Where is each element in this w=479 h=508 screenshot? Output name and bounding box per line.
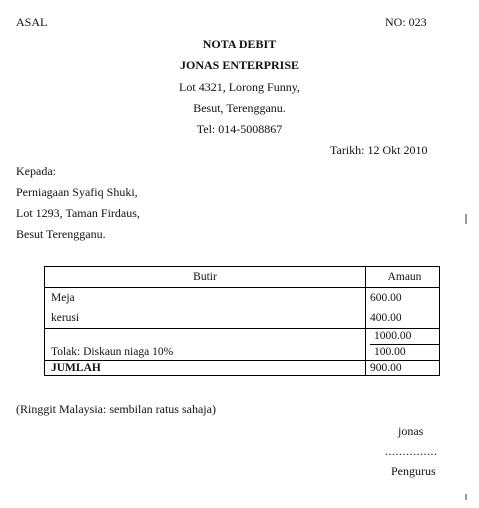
- debit-items-table: [44, 266, 440, 376]
- recipient-address-line1: Lot 1293, Taman Firdaus,: [16, 206, 140, 220]
- company-address-line2: Besut, Terengganu.: [193, 101, 286, 115]
- column-header-description: Butir: [45, 267, 366, 288]
- discount-label: Tolak: Diskaun niaga 10%: [51, 346, 174, 358]
- item-amount: 600.00: [370, 292, 402, 304]
- scan-edge-mark: [465, 494, 467, 500]
- recipient-address-line2: Besut Terengganu.: [16, 227, 106, 241]
- subtotal-amount: 1000.00: [374, 330, 412, 342]
- document-date: Tarikh: 12 Okt 2010: [330, 143, 428, 157]
- table-row: [45, 288, 440, 329]
- document-number: NO: 023: [385, 15, 427, 29]
- recipient-label: Kepada:: [16, 164, 56, 178]
- item-description: kerusi: [51, 312, 80, 324]
- company-phone: Tel: 014-5008867: [196, 122, 283, 136]
- total-label: JUMLAH: [45, 361, 366, 376]
- amount-in-words: (Ringgit Malaysia: sembilan ratus sahaja): [16, 402, 216, 416]
- company-name: JONAS ENTERPRISE: [179, 58, 300, 72]
- total-row: [45, 361, 440, 376]
- column-header-amount: Amaun: [366, 267, 440, 288]
- signature-line: ...............: [385, 444, 438, 458]
- table-header-row: [45, 267, 440, 288]
- table-row: [45, 329, 440, 361]
- discount-amount: 100.00: [370, 344, 439, 360]
- recipient-name: Perniagaan Syafiq Shuki,: [16, 185, 138, 199]
- document-title: NOTA DEBIT: [202, 37, 277, 51]
- item-amount: 400.00: [370, 312, 402, 324]
- signatory-title: Pengurus: [391, 464, 436, 478]
- company-address-line1: Lot 4321, Lorong Funny,: [179, 80, 300, 94]
- total-amount: 900.00: [366, 361, 440, 376]
- signatory-name: jonas: [398, 424, 424, 438]
- copy-label: ASAL: [16, 15, 48, 29]
- item-description: Meja: [51, 292, 75, 304]
- scan-edge-mark: [465, 214, 467, 224]
